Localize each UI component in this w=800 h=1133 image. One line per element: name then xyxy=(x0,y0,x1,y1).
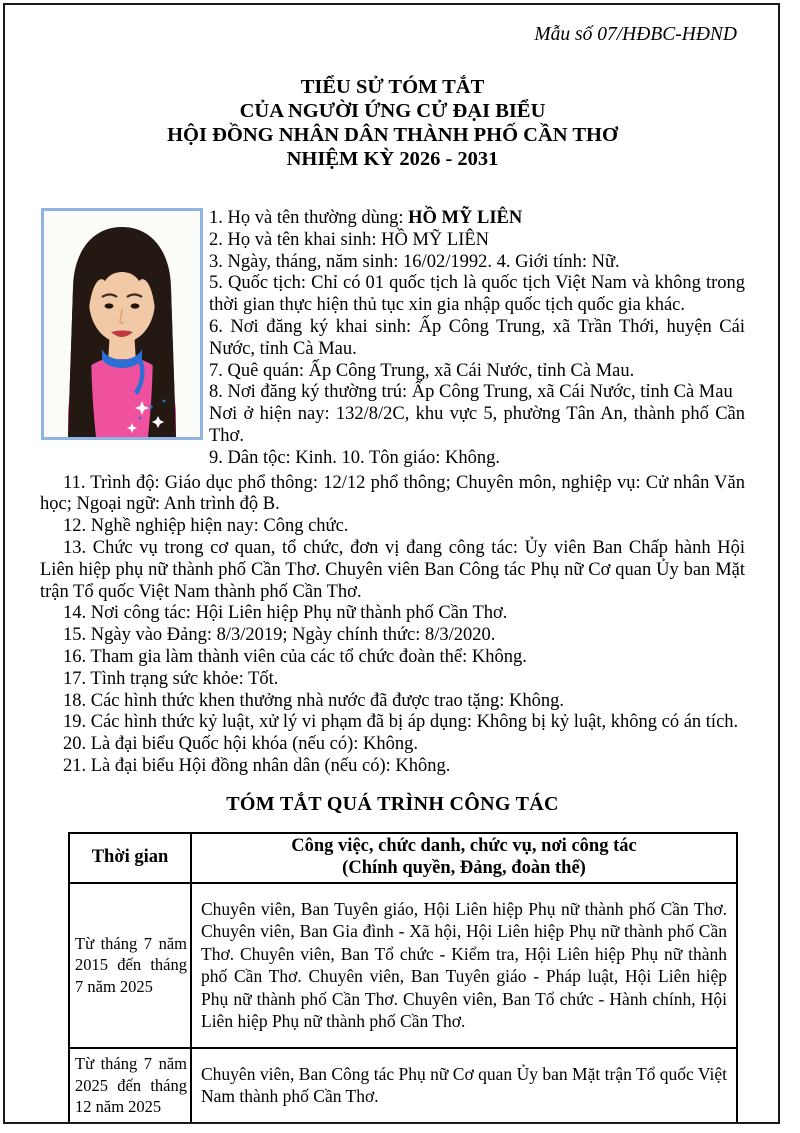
time-cell-1: Từ tháng 7 năm 2015 đến tháng 7 năm 2025 xyxy=(69,883,191,1048)
bio-item-17: 17. Tình trạng sức khỏe: Tốt. xyxy=(63,668,279,689)
bio-item-3-4: 3. Ngày, tháng, năm sinh: 16/02/1992. 4. Giới tính: Nữ. xyxy=(209,251,620,272)
bio-item-2: 2. Họ và tên khai sinh: HỒ MỸ LIÊN xyxy=(209,229,490,250)
work-cell-1: Chuyên viên, Ban Tuyên giáo, Hội Liên hiệp Phụ nữ thành phố Cần Thơ. Chuyên viên, Ban Gia đình - Xã hội, Hội Liên hiệp Phụ nữ thành phố Cần Thơ. Chuyên viên, Ban Tổ chức - Kiểm tra, Hội Liên hiệp Phụ nữ thành phố Cần Thơ. Chuyên viên, Ban Tuyên giáo - Pháp luật, Hội Liên hiệp Phụ nữ thành phố Cần Thơ. Chuyên viên, Ban Tổ chức - Hành chính, Hội Liên hiệp Phụ nữ thành phố Cần Thơ. xyxy=(191,883,737,1048)
portrait-illustration xyxy=(44,211,200,437)
work-history-header-row xyxy=(69,833,737,883)
bio-side-text xyxy=(209,208,745,470)
bio-item-15: 15. Ngày vào Đảng: 8/3/2019; Ngày chính thức: 8/3/2020. xyxy=(63,625,496,646)
bio-item-6: 6. Nơi đăng ký khai sinh: Ấp Công Trung, xã Trần Thới, huyện Cái Nước, tỉnh Cà Mau. xyxy=(209,316,745,359)
bio-item-20: 20. Là đại biểu Quốc hội khóa (nếu có): Không. xyxy=(63,734,419,755)
work-cell-2: Chuyên viên, Ban Công tác Phụ nữ Cơ quan Ủy ban Mặt trận Tổ quốc Việt Nam thành phố Cần Thơ. xyxy=(191,1048,737,1123)
bio-item-7: 7. Quê quán: Ấp Công Trung, xã Cái Nước, tỉnh Cà Mau. xyxy=(209,360,635,381)
column-header-work-line-1: Công việc, chức danh, chức vụ, nơi công tác xyxy=(291,836,637,857)
candidate-photo xyxy=(41,208,203,440)
bio-item-13: 13. Chức vụ trong cơ quan, tổ chức, đơn vị đang công tác: Ủy viên Ban Chấp hành Hội Liên hiệp phụ nữ thành phố Cần Thơ. Chuyên viên Ban Công tác Phụ nữ Cơ quan Ủy ban Mặt trận Tổ quốc Việt Nam thành phố Cần Thơ. xyxy=(40,537,745,602)
work-history-table xyxy=(68,832,738,1124)
bio-item-1 xyxy=(209,208,745,230)
column-header-time: Thời gian xyxy=(69,833,191,883)
title-line-3: HỘI ĐỒNG NHÂN DÂN THÀNH PHỐ CẦN THƠ xyxy=(167,124,618,146)
candidate-name: HỒ MỸ LIÊN xyxy=(408,208,523,228)
bio-item-8-current-address: Nơi ở hiện nay: 132/8/2C, khu vực 5, phường Tân An, thành phố Cần Thơ. xyxy=(209,404,745,446)
bio-item-14: 14. Nơi công tác: Hội Liên hiệp Phụ nữ thành phố Cần Thơ. xyxy=(63,603,508,624)
time-cell-2: Từ tháng 7 năm 2025 đến tháng 12 năm 2025 xyxy=(69,1048,191,1123)
bio-item-1-label: 1. Họ và tên thường dùng: xyxy=(209,208,409,228)
title-line-4: NHIỆM KỲ 2026 - 2031 xyxy=(286,148,499,170)
work-history-heading: TÓM TẮT QUÁ TRÌNH CÔNG TÁC xyxy=(226,792,559,815)
title-line-2: CỦA NGƯỜI ỨNG CỬ ĐẠI BIỂU xyxy=(239,100,546,122)
document-page xyxy=(3,3,780,1124)
column-header-work xyxy=(191,833,737,883)
title-line-1: TIỂU SỬ TÓM TẮT xyxy=(300,76,485,98)
bio-item-16: 16. Tham gia làm thành viên của các tổ chức đoàn thể: Không. xyxy=(63,646,527,667)
document-title xyxy=(40,75,745,171)
bio-item-19: 19. Các hình thức kỷ luật, xử lý vi phạm đã bị áp dụng: Không bị kỷ luật, không có án tích. xyxy=(63,712,739,733)
bio-item-12: 12. Nghề nghiệp hiện nay: Công chức. xyxy=(63,516,349,537)
form-number: Mẫu số 07/HĐBC-HĐND xyxy=(534,24,737,45)
bio-section xyxy=(40,208,745,470)
bio-full-text xyxy=(40,473,745,778)
bio-item-11: 11. Trình độ: Giáo dục phổ thông: 12/12 phổ thông; Chuyên môn, nghiệp vụ: Cử nhân Văn học; Ngoại ngữ: Anh trình độ B. xyxy=(40,472,745,515)
bio-item-5: 5. Quốc tịch: Chỉ có 01 quốc tịch là quốc tịch Việt Nam và không trong thời gian thực hiện thủ tục xin gia nhập quốc tịch quốc gia khác. xyxy=(209,273,745,316)
bio-item-18: 18. Các hình thức khen thưởng nhà nước đã được trao tặng: Không. xyxy=(63,690,565,711)
bio-item-8: 8. Nơi đăng ký thường trú: Ấp Công Trung, xã Cái Nước, tỉnh Cà Mau xyxy=(209,382,733,403)
eye-right xyxy=(131,303,140,308)
column-header-work-line-2: (Chính quyền, Đảng, đoàn thể) xyxy=(342,857,586,878)
work-history-row-1 xyxy=(69,883,737,1048)
work-history-row-2 xyxy=(69,1048,737,1123)
eye-left xyxy=(105,303,114,308)
bio-item-21: 21. Là đại biểu Hội đồng nhân dân (nếu có): Không. xyxy=(63,755,451,776)
bio-item-9-10: 9. Dân tộc: Kinh. 10. Tôn giáo: Không. xyxy=(209,447,501,468)
